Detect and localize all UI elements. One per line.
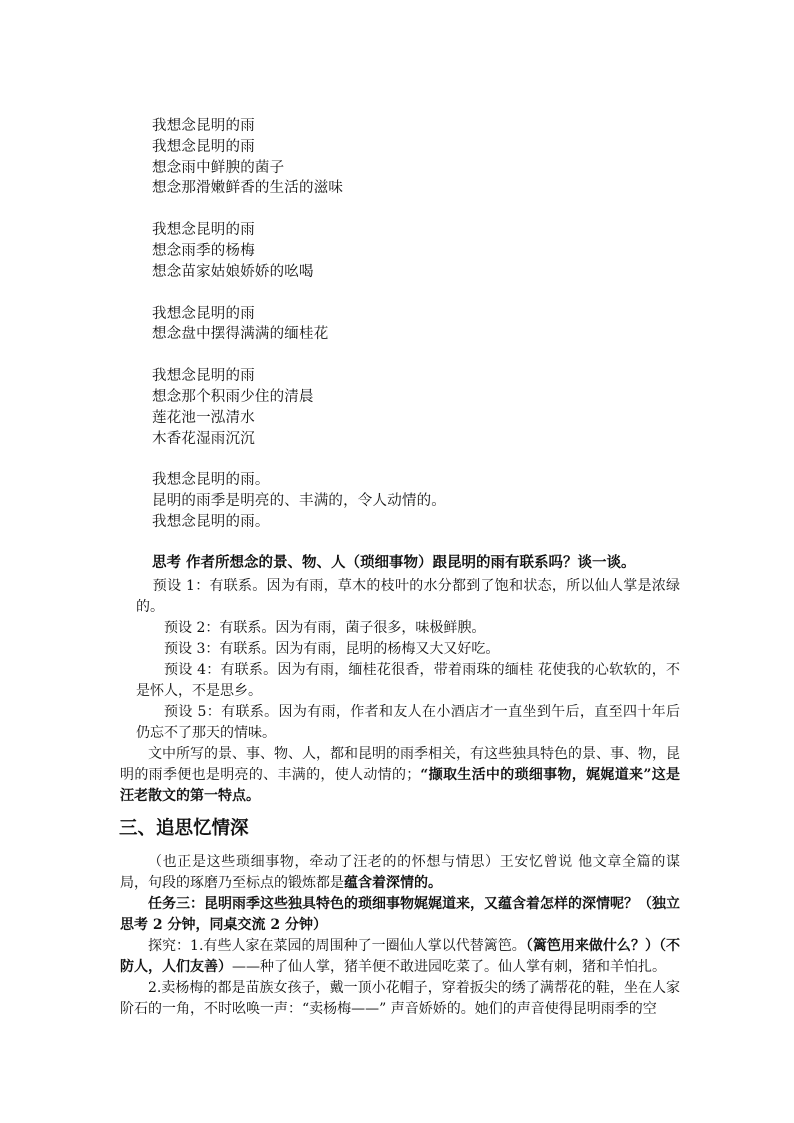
- poem-line: 木香花湿雨沉沉: [152, 430, 255, 447]
- poem-line: 我想念昆明的雨。: [152, 472, 270, 489]
- poem: [152, 116, 712, 554]
- summary-paragraph: [120, 744, 680, 806]
- poem-line: 想念苗家姑娘娇娇的吆喝: [152, 263, 314, 280]
- summary-emphasis: “撷取生活中的琐细事物，娓娓道来”这是汪老散文的第一特点。: [120, 766, 681, 804]
- explore-2: 2.卖杨梅的都是苗族女孩子，戴一顶小花帽子，穿着扳尖的绣了满帮花的鞋，坐在人家阶石的一角，不时吆唤一声：“卖杨梅——” 声音娇娇的。她们的声音使得昆明雨季的空: [120, 980, 680, 1017]
- preset-5: 预设 5：有联系。因为有雨，作者和友人在小酒店才一直坐到午后，直至四十年后仍忘不了那天的情味。: [136, 704, 680, 741]
- poem-stanza-3: [152, 304, 712, 346]
- intro-text: （也正是这些琐细事物，牵动了汪老的的怀想与情思）王安忆曾说 他文章全篇的谋局，句段的琢磨乃至标点的锻炼都是: [120, 854, 680, 891]
- poem-line: 我想念昆明的雨: [152, 305, 255, 322]
- preset-4: 预设 4：有联系。因为有雨，缅桂花很香，带着雨珠的缅桂 花使我的心软软的，不是怀人，不是思乡。: [136, 662, 680, 699]
- poem-line: 我想念昆明的雨。: [152, 513, 270, 530]
- poem-line: 昆明的雨季是明亮的、丰满的，令人动情的。: [152, 493, 446, 510]
- poem-stanza-5: [152, 470, 712, 532]
- intro-paragraph: [120, 852, 680, 894]
- poem-line: 我想念昆明的雨: [152, 118, 255, 134]
- explore-1: [120, 936, 680, 978]
- poem-line: 想念那个积雨少住的清晨: [152, 388, 314, 405]
- preset-2: 预设 2：有联系。因为有雨，菌子很多，味极鲜腴。: [164, 620, 486, 636]
- poem-line: 想念盘中摆得满满的缅桂花: [152, 326, 329, 343]
- summary-text: 文中所写的景、事、物、人，都和昆明的雨季相关，有这些独具特色的景、事、物，昆明的雨季便也是明亮的、丰满的，使人动情的；: [120, 746, 680, 783]
- poem-line: 莲花池一泓清水: [152, 409, 255, 426]
- poem-line: 我想念昆明的雨: [152, 368, 255, 385]
- poem-line: 想念那滑嫩鲜香的生活的滋味: [152, 180, 344, 197]
- poem-stanza-4: [152, 366, 712, 449]
- poem-line: 想念雨中鲜腴的菌子: [152, 159, 285, 176]
- explore-1-emphasis: （篱笆用来做什么？）（不防人，人们友善）: [120, 938, 680, 975]
- poem-line: 我想念昆明的雨: [152, 222, 255, 239]
- intro-emphasis: 蕴含着深情的。: [344, 874, 442, 891]
- explore-1-rest: ——种了仙人掌，猪羊便不敢进园吃菜了。仙人掌有刺，猪和羊怕扎。: [232, 958, 666, 975]
- poem-stanza-2: [152, 220, 712, 282]
- poem-line: 想念雨季的杨梅: [152, 242, 255, 259]
- explore-1-text: 探究：1.有些人家在菜园的周围种了一圈仙人掌以代替篱笆。: [148, 938, 526, 954]
- poem-line: 我想念昆明的雨: [152, 138, 255, 155]
- preset-1: 预设 1：有联系。因为有雨，草木的枝叶的水分都到了饱和状态，所以仙人掌是浓绿的。: [136, 578, 680, 615]
- section-heading: 三、追思忆情深: [119, 818, 249, 839]
- task-three: 任务三：昆明雨季这些独具特色的琐细事物娓娓道来，又蕴含着怎样的深情呢？（独立思考 2 分钟，同桌交流 2 分钟）: [120, 896, 680, 933]
- preset-3: 预设 3：有联系。因为有雨，昆明的杨梅又大又好吃。: [164, 641, 500, 657]
- think-question: 思考 作者所想念的景、物、人（琐细事物）跟昆明的雨有联系吗？谈一谈。: [152, 554, 636, 571]
- poem-stanza-1: [152, 116, 712, 199]
